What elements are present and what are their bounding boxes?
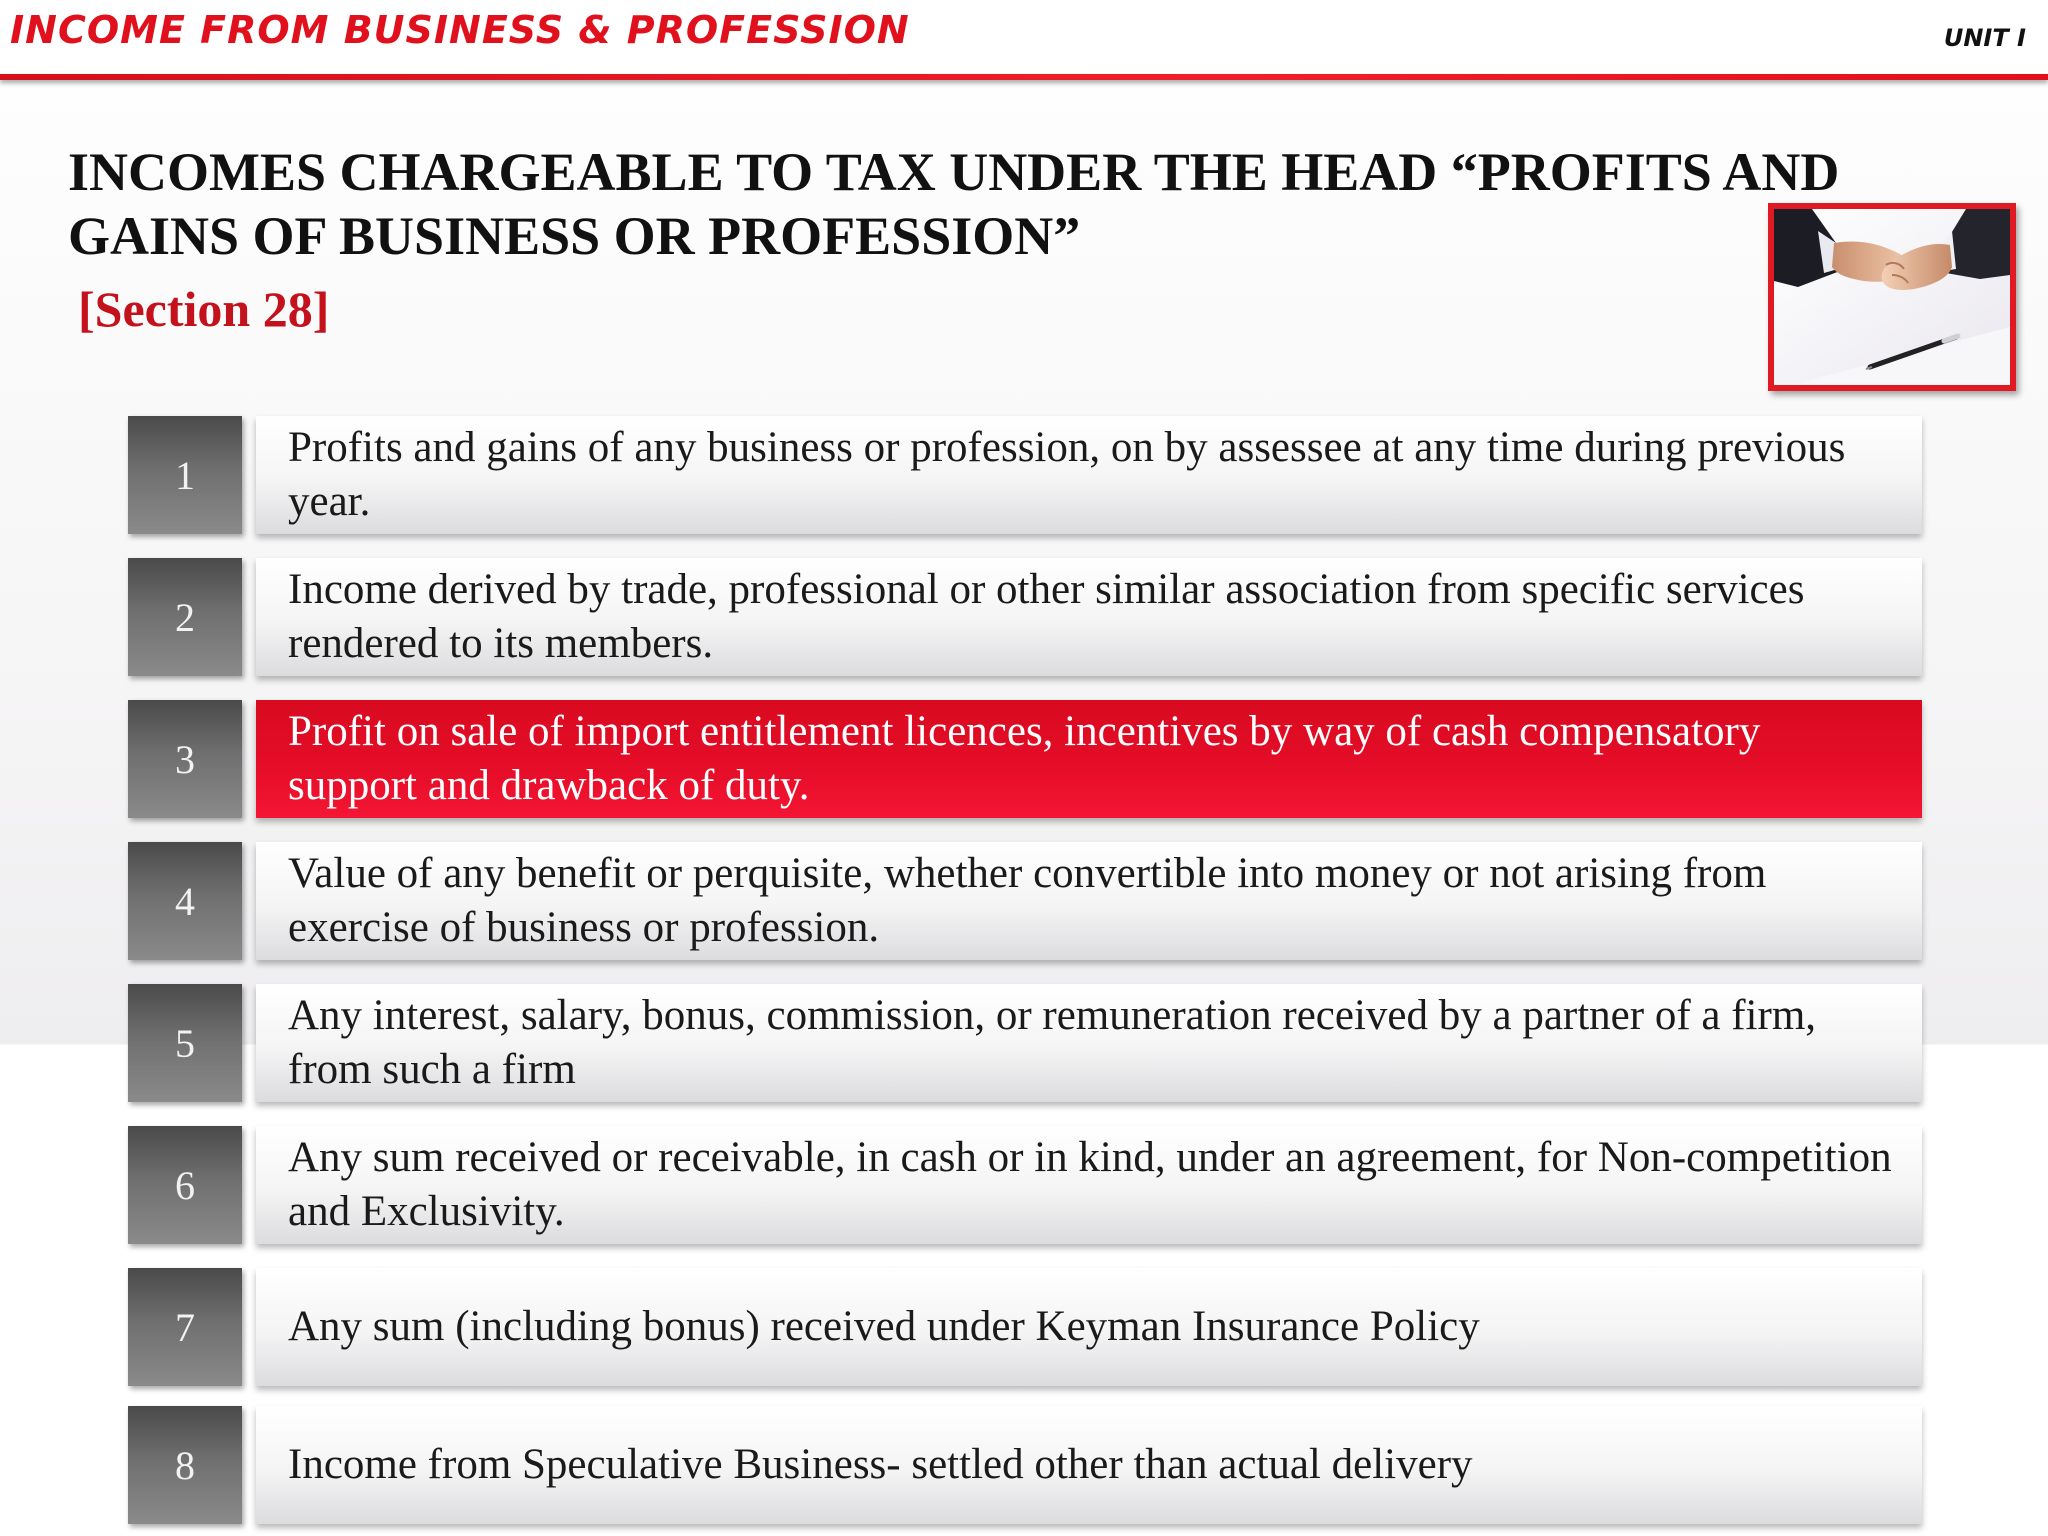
item-box	[256, 984, 1922, 1102]
item-box	[256, 1268, 1922, 1386]
item-text: Any interest, salary, bonus, commission, or remuneration received by a partner of a firm, from such a firm	[288, 992, 1817, 1093]
item-text: Profit on sale of import entitlement licences, incentives by way of cash compensatory support and drawback of duty.	[288, 708, 1761, 809]
list-item	[128, 558, 1922, 676]
item-number: 2	[128, 558, 242, 676]
item-box	[256, 1406, 1922, 1524]
presentation-title: INCOME FROM BUSINESS & PROFESSION	[10, 8, 910, 52]
item-number: 6	[128, 1126, 242, 1244]
handshake-illustration	[1774, 209, 2010, 385]
list-item	[128, 1406, 1922, 1524]
item-text: Any sum received or receivable, in cash or in kind, under an agreement, for Non-competition and Exclusivity.	[288, 1134, 1892, 1235]
item-box	[256, 558, 1922, 676]
item-number: 1	[128, 416, 242, 534]
list-item	[128, 1268, 1922, 1386]
list-item	[128, 416, 1922, 534]
item-number: 5	[128, 984, 242, 1102]
item-number: 3	[128, 700, 242, 818]
section-reference: [Section 28]	[78, 281, 330, 337]
item-box	[256, 842, 1922, 960]
slide-heading: INCOMES CHARGEABLE TO TAX UNDER THE HEAD “PROFITS AND GAINS OF BUSINESS OR PROFESSION”	[68, 142, 1840, 266]
handshake-photo-icon	[1768, 203, 2016, 391]
item-box	[256, 1126, 1922, 1244]
item-number: 8	[128, 1406, 242, 1524]
item-box-highlighted	[256, 700, 1922, 818]
item-text: Income derived by trade, professional or other similar association from specific services rendered to its members.	[288, 566, 1805, 667]
list-item	[128, 1126, 1922, 1244]
item-text: Value of any benefit or perquisite, whether convertible into money or not arising from exercise of business or profession.	[288, 850, 1767, 951]
item-number: 4	[128, 842, 242, 960]
header-divider	[0, 74, 2048, 80]
item-text: Any sum (including bonus) received under Keyman Insurance Policy	[288, 1303, 1480, 1350]
item-number: 7	[128, 1268, 242, 1386]
top-bar	[0, 0, 2048, 82]
item-text: Profits and gains of any business or profession, on by assessee at any time during previous year.	[288, 424, 1846, 525]
unit-label: UNIT I	[1943, 24, 2026, 52]
list-item	[128, 984, 1922, 1102]
list-item	[128, 842, 1922, 960]
item-box	[256, 416, 1922, 534]
list-item-highlighted	[128, 700, 1922, 818]
item-text: Income from Speculative Business- settled other than actual delivery	[288, 1441, 1473, 1488]
